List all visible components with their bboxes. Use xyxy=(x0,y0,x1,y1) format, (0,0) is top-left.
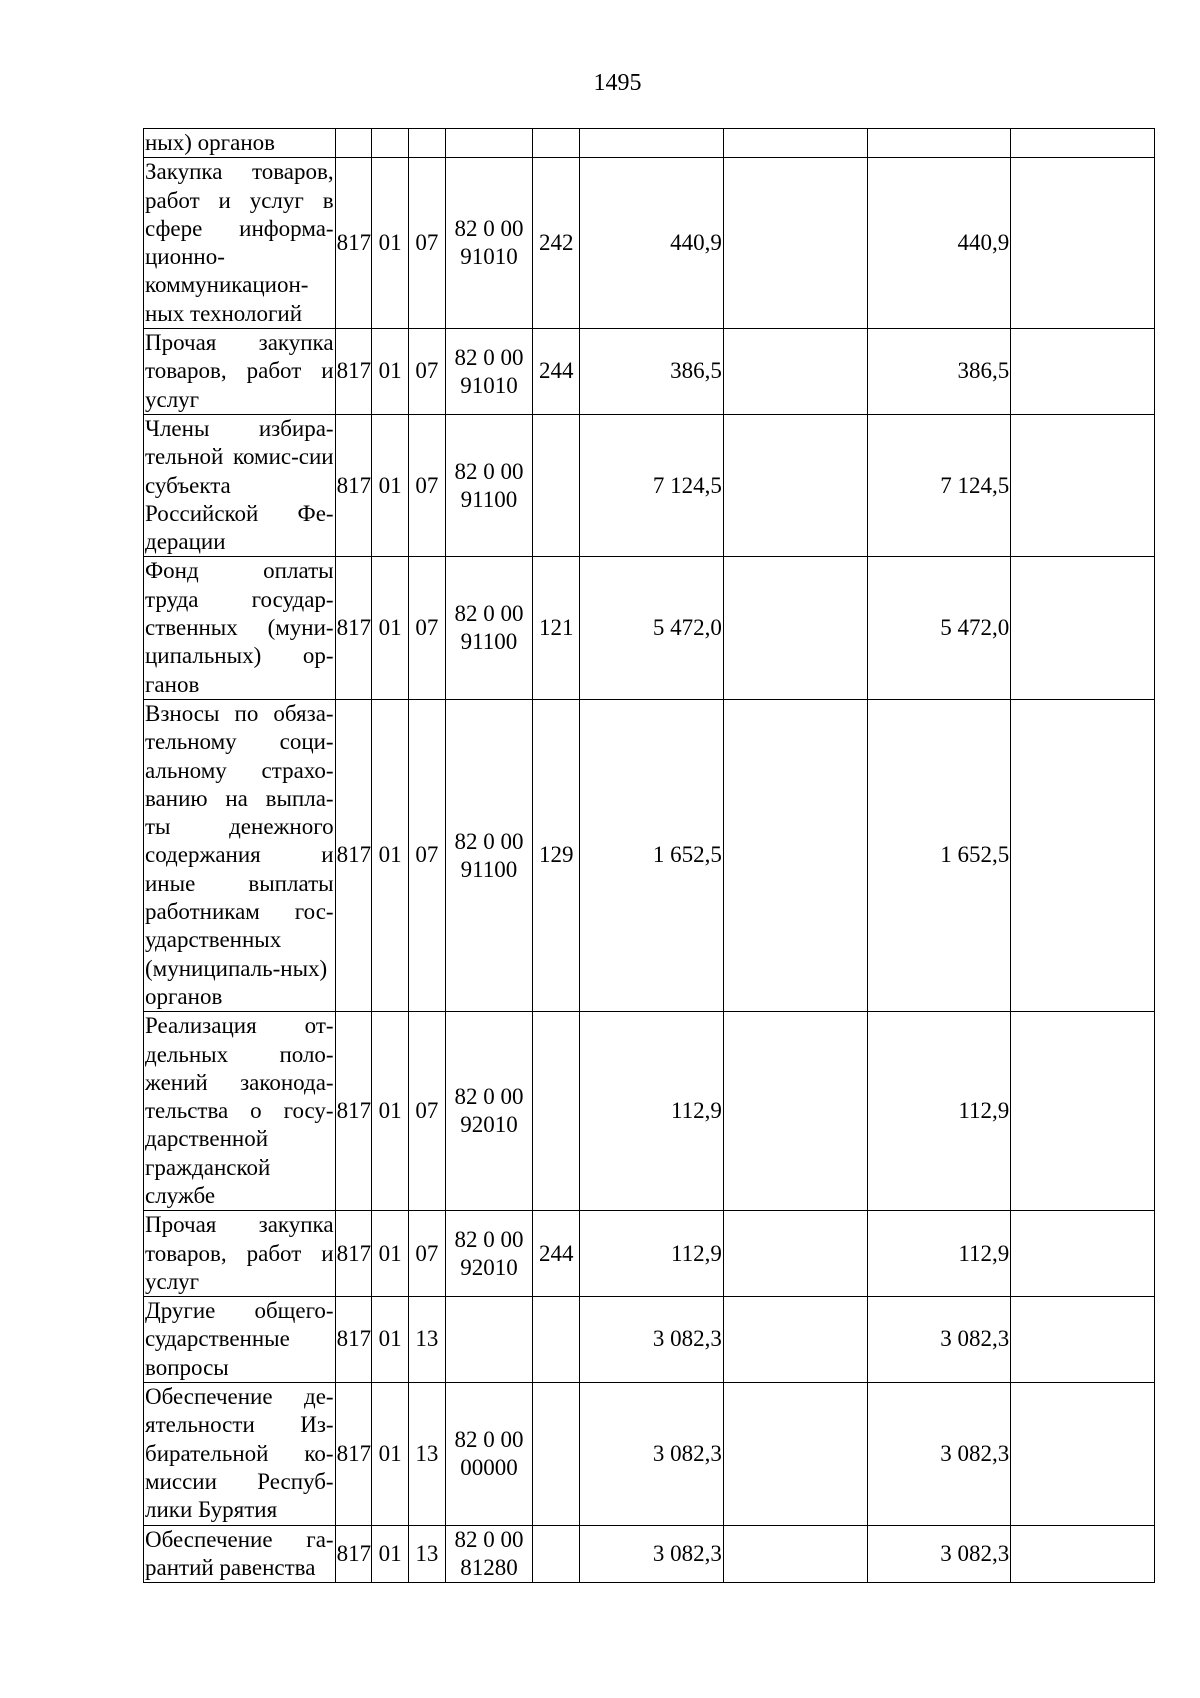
cell-name: Прочая закупка товаров, работ и услуг xyxy=(144,1211,336,1297)
cell-subsection-code: 13 xyxy=(408,1297,445,1383)
cell-amount-1: 112,9 xyxy=(580,1211,724,1297)
cell-section-code: 01 xyxy=(372,1297,409,1383)
cell-section-code: 01 xyxy=(372,414,409,556)
cell-expense-type-code: 244 xyxy=(533,1211,580,1297)
cell-amount-2 xyxy=(723,329,867,415)
cell-name: Прочая закупка товаров, работ и услуг xyxy=(144,329,336,415)
cell-expense-type-code xyxy=(533,414,580,556)
cell-amount-2 xyxy=(723,1012,867,1211)
cell-amount-1: 386,5 xyxy=(580,329,724,415)
cell-name: Закупка товаров, работ и услуг в сфере информа-ционно-коммуникацион-ных технологий xyxy=(144,158,336,329)
cell-grbs-code xyxy=(335,129,372,158)
cell-section-code: 01 xyxy=(372,329,409,415)
cell-expense-type-code: 121 xyxy=(533,557,580,699)
cell-amount-3: 3 082,3 xyxy=(867,1525,1011,1583)
cell-amount-4 xyxy=(1011,699,1155,1011)
cell-expense-type-code: 242 xyxy=(533,158,580,329)
cell-grbs-code: 817 xyxy=(335,557,372,699)
cell-amount-3: 112,9 xyxy=(867,1012,1011,1211)
cell-section-code xyxy=(372,129,409,158)
cell-amount-3: 1 652,5 xyxy=(867,699,1011,1011)
table-row xyxy=(144,158,1155,329)
cell-amount-4 xyxy=(1011,129,1155,158)
cell-amount-2 xyxy=(723,158,867,329)
table-row xyxy=(144,1525,1155,1583)
cell-name: ных) органов xyxy=(144,129,336,158)
cell-amount-1: 3 082,3 xyxy=(580,1297,724,1383)
cell-amount-1: 7 124,5 xyxy=(580,414,724,556)
cell-expense-type-code xyxy=(533,1012,580,1211)
table-row xyxy=(144,1012,1155,1211)
cell-grbs-code: 817 xyxy=(335,1383,372,1525)
cell-amount-3: 440,9 xyxy=(867,158,1011,329)
table-row xyxy=(144,1211,1155,1297)
cell-amount-4 xyxy=(1011,1211,1155,1297)
cell-subsection-code: 13 xyxy=(408,1525,445,1583)
cell-section-code: 01 xyxy=(372,1525,409,1583)
cell-amount-2 xyxy=(723,129,867,158)
cell-target-article-code: 82 0 00 91010 xyxy=(445,158,533,329)
cell-target-article-code: 82 0 00 92010 xyxy=(445,1012,533,1211)
table-row xyxy=(144,414,1155,556)
cell-amount-2 xyxy=(723,1297,867,1383)
cell-amount-4 xyxy=(1011,1383,1155,1525)
cell-amount-4 xyxy=(1011,158,1155,329)
cell-amount-1: 5 472,0 xyxy=(580,557,724,699)
cell-target-article-code: 82 0 00 00000 xyxy=(445,1383,533,1525)
table-row xyxy=(144,129,1155,158)
cell-expense-type-code xyxy=(533,129,580,158)
cell-section-code: 01 xyxy=(372,699,409,1011)
cell-target-article-code: 82 0 00 81280 xyxy=(445,1525,533,1583)
cell-section-code: 01 xyxy=(372,158,409,329)
cell-amount-2 xyxy=(723,1383,867,1525)
budget-table xyxy=(143,128,1155,1583)
cell-amount-1: 3 082,3 xyxy=(580,1383,724,1525)
cell-target-article-code: 82 0 00 92010 xyxy=(445,1211,533,1297)
cell-amount-2 xyxy=(723,557,867,699)
cell-amount-4 xyxy=(1011,1525,1155,1583)
cell-amount-3: 112,9 xyxy=(867,1211,1011,1297)
cell-amount-4 xyxy=(1011,414,1155,556)
cell-subsection-code: 07 xyxy=(408,1211,445,1297)
cell-name: Фонд оплаты труда государ-ственных (муни-ципальных) ор-ганов xyxy=(144,557,336,699)
cell-name: Обеспечение га-рантий равенства xyxy=(144,1525,336,1583)
cell-amount-4 xyxy=(1011,1012,1155,1211)
cell-amount-3: 386,5 xyxy=(867,329,1011,415)
cell-grbs-code: 817 xyxy=(335,1297,372,1383)
cell-name: Члены избира-тельной комис-сии субъекта Российской Фе-дерации xyxy=(144,414,336,556)
cell-grbs-code: 817 xyxy=(335,1211,372,1297)
cell-amount-3: 3 082,3 xyxy=(867,1383,1011,1525)
cell-amount-2 xyxy=(723,699,867,1011)
cell-target-article-code xyxy=(445,129,533,158)
cell-subsection-code: 07 xyxy=(408,414,445,556)
cell-grbs-code: 817 xyxy=(335,158,372,329)
cell-amount-1: 440,9 xyxy=(580,158,724,329)
cell-expense-type-code xyxy=(533,1383,580,1525)
cell-amount-1: 3 082,3 xyxy=(580,1525,724,1583)
cell-amount-4 xyxy=(1011,557,1155,699)
cell-amount-1: 112,9 xyxy=(580,1012,724,1211)
cell-amount-3: 3 082,3 xyxy=(867,1297,1011,1383)
cell-amount-1 xyxy=(580,129,724,158)
cell-section-code: 01 xyxy=(372,1012,409,1211)
cell-amount-2 xyxy=(723,1525,867,1583)
cell-name: Взносы по обяза-тельному соци-альному страхо-ванию на выпла-ты денежного содержания и иные выплаты работникам гос-ударственных (муниципаль-ных) органов xyxy=(144,699,336,1011)
cell-amount-1: 1 652,5 xyxy=(580,699,724,1011)
cell-amount-3 xyxy=(867,129,1011,158)
cell-section-code: 01 xyxy=(372,1383,409,1525)
page-number: 1495 xyxy=(593,70,642,96)
cell-amount-3: 7 124,5 xyxy=(867,414,1011,556)
cell-subsection-code: 07 xyxy=(408,329,445,415)
cell-subsection-code: 07 xyxy=(408,158,445,329)
cell-amount-2 xyxy=(723,414,867,556)
cell-grbs-code: 817 xyxy=(335,1525,372,1583)
cell-target-article-code xyxy=(445,1297,533,1383)
cell-grbs-code: 817 xyxy=(335,414,372,556)
cell-name: Обеспечение де-ятельности Из-бирательной ко-миссии Респуб-лики Бурятия xyxy=(144,1383,336,1525)
table-body xyxy=(144,129,1155,1583)
cell-expense-type-code: 129 xyxy=(533,699,580,1011)
cell-expense-type-code: 244 xyxy=(533,329,580,415)
cell-grbs-code: 817 xyxy=(335,329,372,415)
cell-name: Реализация от-дельных поло-жений законода-тельства о госу-дарственной гражданской службе xyxy=(144,1012,336,1211)
cell-grbs-code: 817 xyxy=(335,699,372,1011)
cell-name: Другие общего-сударственные вопросы xyxy=(144,1297,336,1383)
cell-section-code: 01 xyxy=(372,557,409,699)
cell-subsection-code: 07 xyxy=(408,1012,445,1211)
cell-target-article-code: 82 0 00 91100 xyxy=(445,699,533,1011)
cell-target-article-code: 82 0 00 91100 xyxy=(445,557,533,699)
cell-amount-4 xyxy=(1011,329,1155,415)
cell-section-code: 01 xyxy=(372,1211,409,1297)
cell-subsection-code: 07 xyxy=(408,557,445,699)
table-row xyxy=(144,557,1155,699)
cell-amount-2 xyxy=(723,1211,867,1297)
cell-amount-4 xyxy=(1011,1297,1155,1383)
table-row xyxy=(144,1297,1155,1383)
cell-subsection-code: 07 xyxy=(408,699,445,1011)
cell-grbs-code: 817 xyxy=(335,1012,372,1211)
table-row xyxy=(144,1383,1155,1525)
table-row xyxy=(144,699,1155,1011)
cell-subsection-code xyxy=(408,129,445,158)
cell-target-article-code: 82 0 00 91010 xyxy=(445,329,533,415)
cell-target-article-code: 82 0 00 91100 xyxy=(445,414,533,556)
cell-expense-type-code xyxy=(533,1297,580,1383)
cell-expense-type-code xyxy=(533,1525,580,1583)
cell-amount-3: 5 472,0 xyxy=(867,557,1011,699)
cell-subsection-code: 13 xyxy=(408,1383,445,1525)
table-row xyxy=(144,329,1155,415)
